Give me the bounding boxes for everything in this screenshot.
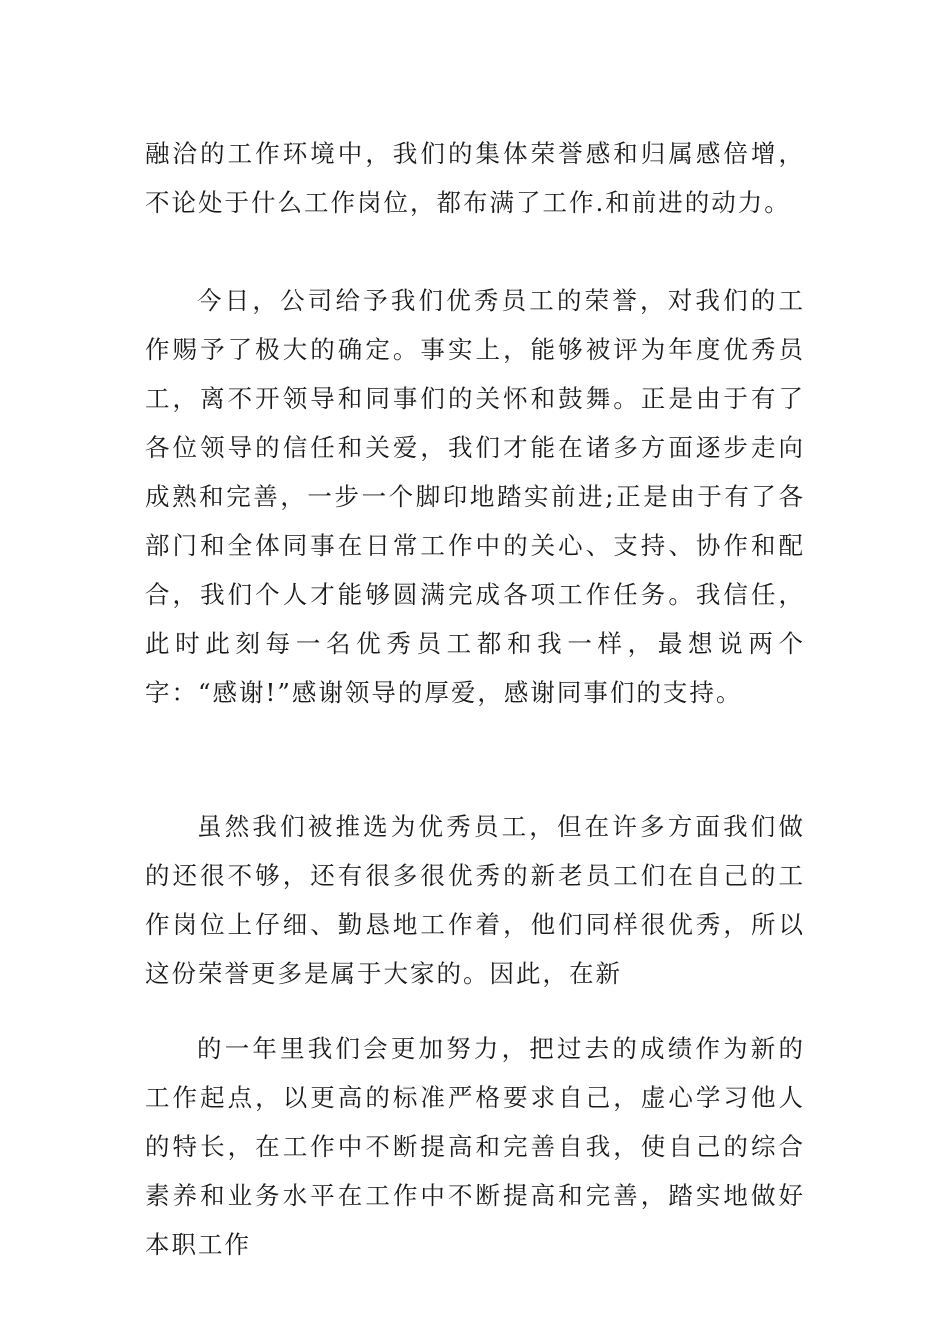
paragraph-commitment: 的一年里我们会更加努力，把过去的成绩作为新的工作起点，以更高的标准严格要求自己，虚心学习他人的特长，在工作中不断提高和完善自我，使自己的综合素养和业务水平在工作中不断提高和完善，踏实地做好本职工作 (145, 1034, 805, 1259)
paragraph-humility: 虽然我们被推选为优秀员工，但在许多方面我们做的还很不够，还有很多很优秀的新老员工们在自己的工作岗位上仔细、勤恳地工作着，他们同样很优秀，所以这份荣誉更多是属于大家的。因此，在新 (145, 812, 805, 988)
paragraph-gratitude: 今日，公司给予我们优秀员工的荣誉，对我们的工作赐予了极大的确定。事实上，能够被评为年度优秀员工，离不开领导和同事们的关怀和鼓舞。正是由于有了各位领导的信任和关爱，我们才能在诸多方面逐步走向成熟和完善，一步一个脚印地踏实前进;正是由于有了各部门和全体同事在日常工作中的关心、支持、协作和配合，我们个人才能够圆满完成各项工作任务。我信任，此时此刻每一名优秀员工都和我一样，最想说两个字：“感谢!”感谢领导的厚爱，感谢同事们的支持。 (145, 286, 805, 707)
paragraph-continued: 融洽的工作环境中，我们的集体荣誉感和归属感倍增，不论处于什么工作岗位，都布满了工作.和前进的动力。 (145, 139, 805, 217)
